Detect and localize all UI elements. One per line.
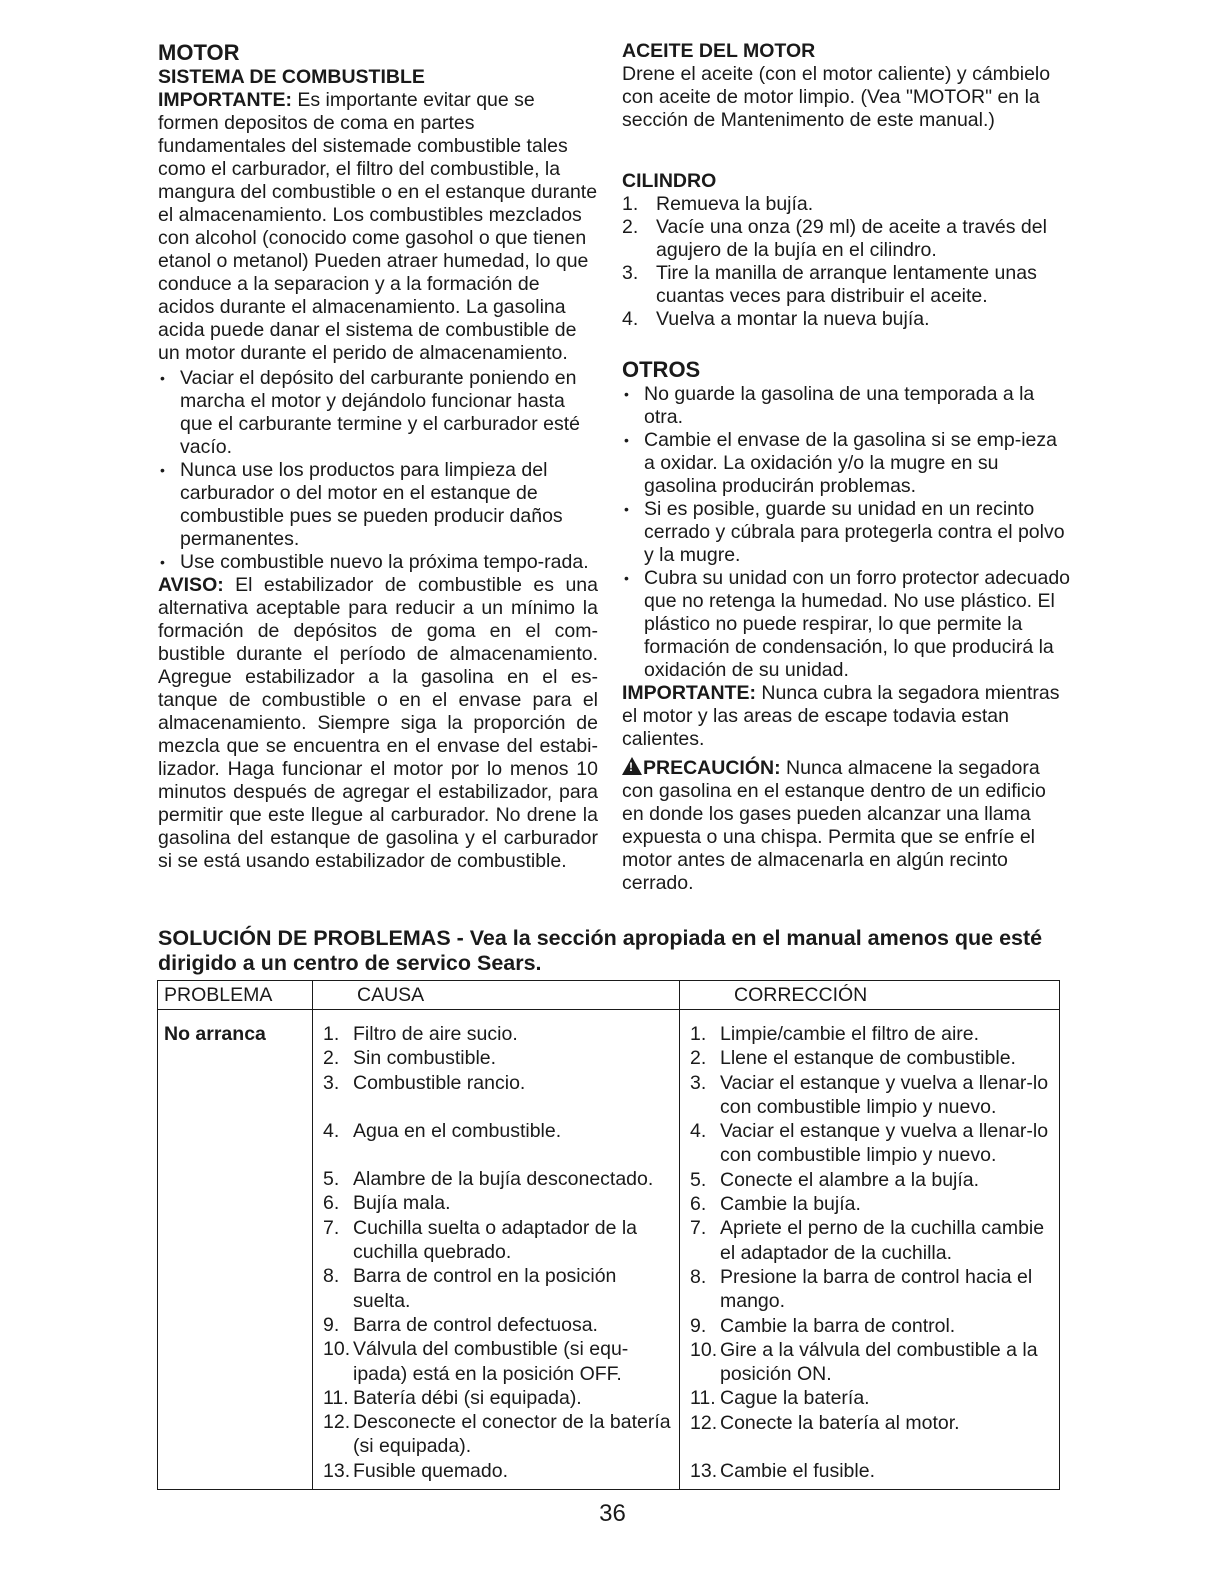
table-row (158, 1010, 1060, 1490)
warning-triangle-icon (622, 757, 642, 775)
list-item: 12. Conecte la batería al motor. (690, 1411, 960, 1434)
list-item: • Si es posible, guarde su unidad en un recinto cerrado y cúbrala para protegerla contra el polvo y la mugre. (624, 498, 1065, 566)
engine-oil-heading: ACEITE DEL MOTOR (622, 40, 816, 62)
table-header-row (158, 981, 1060, 1010)
list-item: 7. Apriete el perno de la cuchilla cambie el adaptador de la cuchilla. (690, 1217, 1045, 1264)
problem-cell: No arranca (158, 1010, 313, 1490)
correction-list (686, 1022, 1055, 1483)
list-item: 4. Vuelva a montar la nueva bujía. (622, 308, 930, 330)
list-item: • Vaciar el depósito del carburante poniendo en marcha el motor y dejándolo funcionar hasta que el carburante termine y el carburador esté vacío. (160, 367, 580, 458)
list-item: 4. Vaciar el estanque y vuelva a llenar-lo con combustible limpio y nuevo. (690, 1120, 1049, 1167)
cylinder-heading: CILINDRO (622, 170, 717, 192)
list-item: • No guarde la gasolina de una temporada a la otra. (624, 383, 1035, 428)
bullet-icon: • (624, 386, 629, 402)
list-item: 1. Remueva la bujía. (622, 193, 814, 215)
important-label: IMPORTANTE: (158, 89, 292, 111)
important-text: Es importante evitar que se formen depositos de coma en partes fundamentales del sistemade combustible tales como el carburador, el filtro del combustible, la mangura del combustible o en el estanque durante el almacenamiento. Los combustibles mezclados con alcohol (conocido come gasohol o que tienen etanol o metanol) Pueden atraer humedad, lo que conduce a la separacion y a la formación de acidos durante el almacenamiento. La gasolina acida puede danar el sistema de combustible de un motor durante el perido de almacenamiento. (158, 89, 598, 364)
list-item: 3. Vaciar el estanque y vuelva a llenar-lo con combustible limpio y nuevo. (690, 1071, 1049, 1118)
bullet-icon: • (160, 554, 165, 570)
list-item: 9. Barra de control defectuosa. (323, 1313, 598, 1336)
list-item: 2. Sin combustible. (323, 1047, 497, 1070)
caution-paragraph (622, 757, 1072, 895)
correction-cell (680, 1010, 1060, 1490)
cause-list (319, 1022, 675, 1483)
bullet-icon: • (624, 432, 629, 448)
otros-heading: OTROS (622, 357, 701, 382)
list-item: 11. Cague la batería. (690, 1387, 870, 1410)
otros-important-paragraph (622, 682, 1072, 751)
list-item: 9. Cambie la barra de control. (690, 1314, 956, 1337)
list-item: 11. Batería débi (si equipada). (323, 1386, 582, 1409)
caution-label: PRECAUCIÓN: (643, 757, 781, 779)
list-item: 2. Llene el estanque de combustible. (690, 1047, 1016, 1070)
list-item: 4. Agua en el combustible. (323, 1119, 562, 1142)
section-title-motor: MOTOR (158, 40, 240, 65)
page-number: 36 (599, 1500, 626, 1527)
column-header-cause: CAUSA (313, 981, 680, 1010)
important-text: Nunca cubra la segadora mientras el motor y las areas de escape todavia estan calientes. (622, 682, 1060, 750)
bullet-icon: • (160, 370, 165, 386)
list-item: 10. Gire a la válvula del combustible a la posición ON. (690, 1338, 1038, 1386)
right-column (622, 40, 1072, 895)
cylinder-steps (622, 193, 1072, 331)
engine-oil-text: Drene el aceite (con el motor caliente) y cámbielo con aceite de motor limpio. (Vea "MOTOR" en la sección de Mantenimento de este manual.) (622, 63, 1051, 131)
caution-text: Nunca almacene la segadora con gasolina en el estanque dentro de un edificio en donde los gases pueden alcanzar una llama expuesta o una chispa. Permita que se enfríe el motor antes de almacenarla en algún recinto cerrado. (622, 757, 1046, 894)
aviso-label: AVISO: (158, 574, 224, 596)
list-item: 6. Cambie la bujía. (690, 1193, 861, 1216)
list-item: 5. Conecte el alambre a la bujía. (690, 1168, 980, 1191)
bullet-icon: • (624, 570, 629, 586)
list-item: 13. Fusible quemado. (323, 1459, 509, 1482)
otros-bullet-list (622, 383, 1072, 682)
bullet-icon: • (160, 462, 165, 478)
list-item: 13. Cambie el fusible. (690, 1460, 875, 1483)
list-item: 7. Cuchilla suelta o adaptador de la cuchilla quebrado. (323, 1216, 638, 1264)
list-item: 10. Válvula del combustible (si equ-ipada) está en la posición OFF. (323, 1338, 629, 1385)
column-header-correction: CORRECCIÓN (680, 981, 1060, 1010)
list-item: • Use combustible nuevo la próxima tempo-rada. (160, 551, 589, 573)
bullet-icon: • (624, 501, 629, 517)
list-item: • Cambie el envase de la gasolina si se emp-ieza a oxidar. La oxidación y/o la mugre en su gasolina producirán problemas. (624, 429, 1057, 497)
left-column (158, 40, 598, 873)
fuel-system-heading: SISTEMA DE COMBUSTIBLE (158, 66, 425, 88)
list-item: 12. Desconecte el conector de la batería (si equipada). (323, 1411, 671, 1458)
list-item: 2. Vacíe una onza (29 ml) de aceite a través del agujero de la bujía en el cilindro. (622, 216, 1047, 261)
important-label: IMPORTANTE: (622, 682, 756, 704)
list-item: 8. Barra de control en la posición suelta. (323, 1265, 617, 1312)
list-item: 1. Filtro de aire sucio. (323, 1023, 518, 1045)
column-header-problem: PROBLEMA (158, 981, 313, 1010)
list-item: 5. Alambre de la bujía desconectado. (323, 1168, 654, 1191)
list-item: • Cubra su unidad con un forro protector adecuado que no retenga la humedad. No use plástico. El plástico no puede respirar, lo que permite la formación de condensación, lo que producirá la oxidación de su unidad. (624, 567, 1071, 681)
list-item: 8. Presione la barra de control hacia el mango. (690, 1265, 1033, 1313)
spacer (622, 132, 1072, 170)
fuel-bullet-list (158, 367, 598, 574)
cause-cell (313, 1010, 680, 1490)
list-item: • Nunca use los productos para limpieza del carburador o del motor en el estanque de combustible pues se pueden producir daños permanentes. (160, 459, 563, 550)
aviso-text: El estabilizador de combustible es una alternativa aceptable para reducir a un mínimo la formación de depósitos de goma en el com-bustible durante el período de almacenamiento. Agregue estabilizador a la gasolina en el es-tanque de combustible o en el envase para el almacenamiento. Siempre siga la proporción de mezcla que se encuentra en el envase del estabi-lizador. Haga funcionar el motor por lo menos 10 minutos después de agregar el estabilizador, para permitir que este llegue al carburador. No drene la gasolina del estanque de gasolina y el carburador si se está usando estabilizador de combustible. (158, 574, 598, 872)
list-item: 6. Bujía mala. (323, 1192, 451, 1215)
list-item: 3. Combustible rancio. (323, 1071, 526, 1094)
fuel-important-paragraph (158, 89, 598, 365)
aviso-paragraph (158, 574, 598, 873)
troubleshooting-table (157, 980, 1060, 1490)
list-item: 3. Tire la manilla de arranque lentamente unas cuantas veces para distribuir el aceite. (622, 262, 1037, 307)
troubleshooting-title: SOLUCIÓN DE PROBLEMAS - Vea la sección apropiada en el manual amenos que esté dirigido a un centro de servico Sears. (158, 926, 1043, 975)
spacer (622, 331, 1072, 357)
list-item: 1. Limpie/cambie el filtro de aire. (690, 1023, 980, 1045)
